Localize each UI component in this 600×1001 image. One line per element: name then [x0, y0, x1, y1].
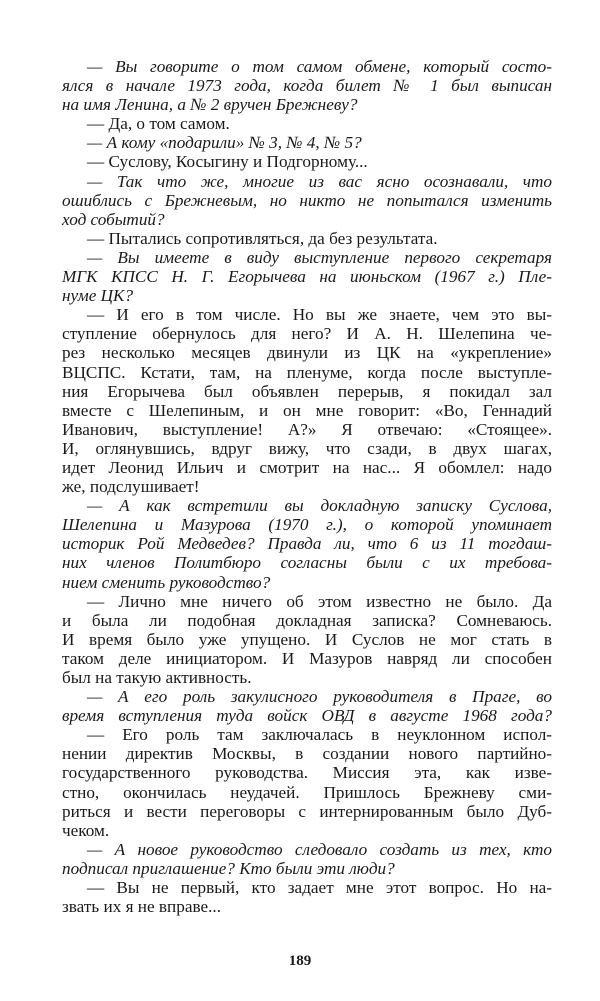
- answer-text-line: — Его роль там заключалась в неуклонном испол-: [87, 725, 552, 745]
- answer-text-line: — Да, о том самом.: [87, 114, 230, 134]
- page-body-text: [62, 57, 552, 916]
- question-text-line: нием сменить руководство?: [62, 572, 271, 592]
- question-text-line: — А его роль закулисного руководителя в Праге, во: [87, 687, 552, 707]
- answer-text-line: стно, окончилась неудачей. Пришлось Брежневу сми-: [62, 782, 552, 802]
- answer-text-line: — Вы не первый, кто задает мне этот вопрос. Но на-: [87, 878, 552, 898]
- question-text-line: — Вы говорите о том самом обмене, который состо-: [87, 57, 552, 76]
- answer-text-line: государственного руководства. Миссия эта, как изве-: [62, 763, 552, 783]
- question-text-line: историк Рой Медведев? Правда ли, что 6 из 11 тогдаш-: [62, 534, 552, 554]
- question-text-line: — Вы имеете в виду выступление первого секретаря: [87, 247, 552, 267]
- question-text-line: нуме ЦК?: [62, 286, 134, 306]
- page-number: 189: [288, 953, 312, 969]
- answer-text-line: и была ли подобная докладная записка? Сомневаюсь.: [62, 610, 552, 630]
- question-text-line: — Так что же, многие из вас ясно осознавали, что: [87, 171, 552, 191]
- answer-text-line: И, оглянувшись, вдруг вижу, что сзади, в двух шагах,: [62, 438, 552, 458]
- question-text-line: них членов Политбюро согласны были с их требова-: [62, 553, 552, 573]
- answer-text-line: — Лично мне ничего об этом известно не было. Да: [87, 591, 552, 611]
- answer-text-line: риться и вести переговоры с интернированным было Дуб-: [62, 801, 552, 821]
- answer-text-line: нении директив Москвы, в создании нового партийно-: [62, 744, 552, 764]
- question-text-line: — А новое руководство следовало создать из тех, кто: [87, 839, 552, 859]
- question-text-line: на имя Ленина, а № 2 вручен Брежневу?: [62, 95, 358, 115]
- question-text-line: время вступления туда войск ОВД в августе 1968 года?: [62, 706, 552, 726]
- answer-text-line: рез несколько месяцев двинули из ЦК на «укрепление»: [62, 343, 552, 363]
- question-text-line: МГК КПСС Н. Г. Егорычева на июньском (1967 г.) Пле-: [62, 267, 552, 287]
- answer-text-line: звать их я не вправе...: [62, 897, 221, 917]
- question-text-line: Шелепина и Мазурова (1970 г.), о которой упоминает: [62, 515, 552, 535]
- answer-text-line: идет Леонид Ильич и смотрит на нас... Я обомлел: надо: [62, 457, 552, 477]
- answer-text-line: Иванович, выступление! А?» Я отвечаю: «Стоящее».: [62, 419, 552, 439]
- question-text-line: — А кому «подарили» № 3, № 4, № 5?: [87, 133, 362, 153]
- answer-text-line: вместе с Шелепиным, и он мне говорит: «Во, Геннадий: [62, 400, 552, 420]
- answer-text-line: И время было уже упущено. И Суслов не мог стать в: [62, 629, 552, 649]
- answer-text-line: таком деле инициатором. И Мазуров навряд ли способен: [62, 648, 552, 668]
- answer-text-line: ВЦСПС. Кстати, там, на пленуме, когда после выступле-: [62, 362, 552, 382]
- answer-text-line: — Суслову, Косыгину и Подгорному...: [87, 152, 368, 172]
- question-text-line: — А как встретили вы докладную записку Суслова,: [87, 496, 552, 516]
- answer-text-line: — Пытались сопротивляться, да без результата.: [87, 228, 438, 248]
- question-text-line: ялся в начале 1973 года, когда билет № 1 был выписан: [62, 76, 552, 96]
- answer-text-line: же, подслушивает!: [62, 477, 200, 497]
- answer-text-line: чеком.: [62, 820, 110, 840]
- answer-text-line: был на такую активность.: [62, 668, 252, 687]
- answer-text-line: ния Егорычева был объявлен перерыв, я покидал зал: [62, 381, 552, 401]
- question-text-line: подписал приглашение? Кто были эти люди?: [62, 858, 395, 878]
- question-text-line: ход событий?: [62, 209, 165, 229]
- question-text-line: ошиблись с Брежневым, но никто не попытался изменить: [62, 190, 552, 210]
- answer-text-line: — И его в том числе. Но вы же знаете, чем это вы-: [87, 305, 552, 325]
- answer-text-line: ступление обернулось для него? И А. Н. Шелепина че-: [62, 324, 552, 344]
